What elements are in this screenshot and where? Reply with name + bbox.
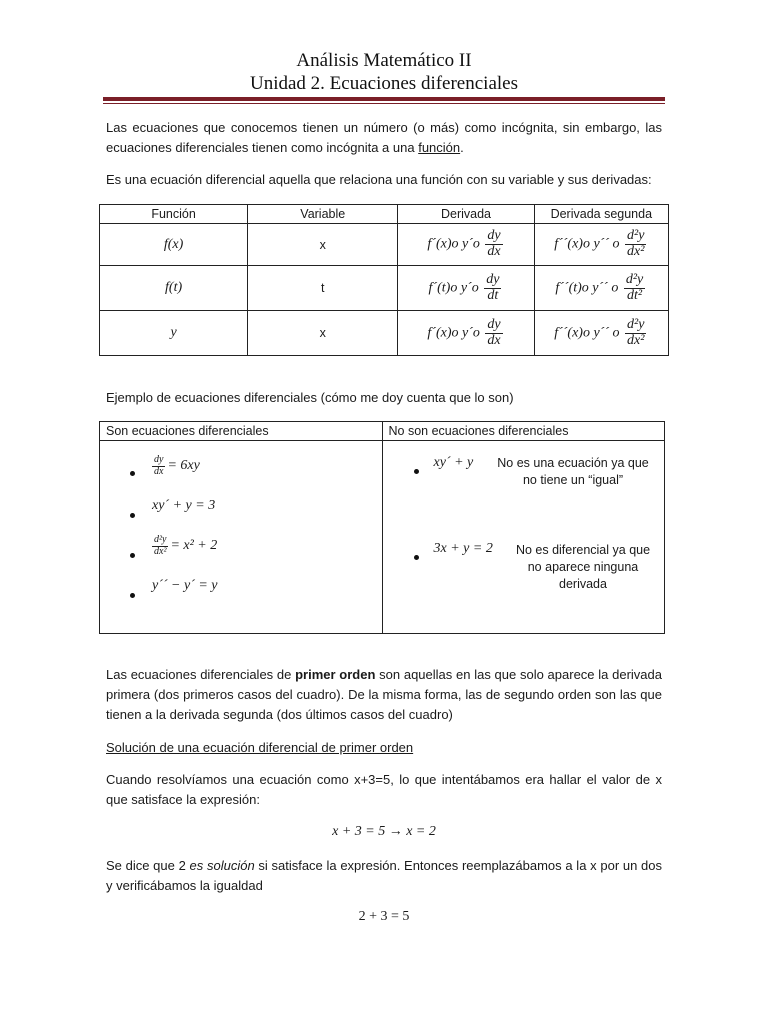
header-second-derivative: Derivada segunda bbox=[534, 205, 668, 224]
header-are-differential: Son ecuaciones diferenciales bbox=[100, 422, 383, 441]
examples-header-row bbox=[100, 422, 665, 441]
header-not-differential: No son ecuaciones diferenciales bbox=[382, 422, 665, 441]
list-item: $\frac{\text{d²y}}{\text{dx²}}$ = x² + 2 bbox=[154, 534, 218, 557]
bullet-icon bbox=[130, 513, 135, 518]
intro-paragraph-2: Es una ecuación diferencial aquella que relaciona una función con su variable y sus derivadas: bbox=[106, 172, 652, 187]
page-subtitle: Unidad 2. Ecuaciones diferenciales bbox=[250, 73, 518, 94]
header-variable: Variable bbox=[248, 205, 398, 224]
page-title: Análisis Matemático II bbox=[296, 50, 472, 71]
table-row bbox=[100, 224, 669, 266]
header-derivative: Derivada bbox=[398, 205, 534, 224]
list-item: $\frac{dy}{dx}$ = 6xy bbox=[154, 454, 200, 477]
bullet-icon bbox=[130, 471, 135, 476]
bullet-icon bbox=[414, 469, 419, 474]
table-row bbox=[100, 266, 669, 311]
cell-second-derivative: f´´(x)o y´´ o $\frac{\text{d²y}}{\text{dx²}}$ bbox=[534, 224, 668, 266]
yes-cell bbox=[100, 441, 383, 634]
cell-derivative: f´(x)o y´o $\frac{dy}{dx}$ bbox=[398, 224, 534, 266]
equation-1: x + 3 = 5 → x = 2 bbox=[332, 824, 436, 839]
table-row bbox=[100, 311, 669, 356]
examples-body-row bbox=[100, 441, 665, 634]
list-item: xy´ + y bbox=[433, 455, 474, 470]
cell-variable: x bbox=[248, 224, 398, 266]
derivatives-table bbox=[99, 204, 669, 356]
cell-variable: t bbox=[248, 266, 398, 311]
examples-heading: Ejemplo de ecuaciones diferenciales (cómo me doy cuenta que lo son) bbox=[106, 390, 514, 405]
header-rule-thick bbox=[103, 97, 665, 101]
solution-heading: Solución de una ecuación diferencial de primer orden bbox=[106, 740, 414, 755]
bullet-icon bbox=[130, 593, 135, 598]
solution-paragraph-1: Cuando resolvíamos una ecuación como x+3=5, lo que intentábamos era hallar el valor de x que satisface la expresión: bbox=[106, 772, 662, 807]
cell-function: f(t) bbox=[100, 266, 248, 311]
cell-function: y bbox=[100, 311, 248, 356]
function-link[interactable]: función bbox=[418, 140, 461, 155]
header-rule-thin bbox=[103, 103, 665, 104]
examples-table bbox=[99, 421, 665, 634]
list-item-note: No es diferencial ya que no aparece ninguna derivada bbox=[515, 543, 651, 591]
bullet-icon bbox=[130, 553, 135, 558]
equation-2: 2 + 3 = 5 bbox=[358, 909, 410, 924]
solution-paragraph-2: Se dice que 2 es solución si satisface la expresión. Entonces reemplazábamos a la x por un dos y verificábamos la igualdad bbox=[106, 858, 662, 893]
cell-variable: x bbox=[248, 311, 398, 356]
cell-derivative: f´(t)o y´o $\frac{dy}{dt}$ bbox=[398, 266, 534, 311]
order-paragraph: Las ecuaciones diferenciales de primer orden son aquellas en las que solo aparece la derivada primera (dos primeros casos del cuadro). De la misma forma, las de segundo orden son las que tienen a la derivada segunda (dos últimos casos del cuadro) bbox=[106, 667, 662, 722]
table-header-row bbox=[100, 205, 669, 224]
intro-paragraph-1: Las ecuaciones que conocemos tienen un número (o más) como incógnita, sin embargo, las ecuaciones diferenciales tienen como incógnita a una función. bbox=[106, 120, 662, 155]
bullet-icon bbox=[414, 555, 419, 560]
list-item: y´´ − y´ = y bbox=[152, 578, 218, 593]
cell-second-derivative: f´´(t)o y´´ o $\frac{\text{d²y}}{\text{dt²}}$ bbox=[534, 266, 668, 311]
cell-function: f(x) bbox=[100, 224, 248, 266]
no-cell bbox=[382, 441, 665, 634]
header-function: Función bbox=[100, 205, 248, 224]
list-item: 3x + y = 2 bbox=[433, 541, 493, 556]
cell-second-derivative: f´´(x)o y´´ o $\frac{\text{d²y}}{\text{dx²}}$ bbox=[534, 311, 668, 356]
cell-derivative: f´(x)o y´o $\frac{dy}{dx}$ bbox=[398, 311, 534, 356]
list-item-note: No es una ecuación ya que no tiene un “igual” bbox=[497, 456, 649, 487]
list-item: xy´ + y = 3 bbox=[152, 498, 216, 513]
